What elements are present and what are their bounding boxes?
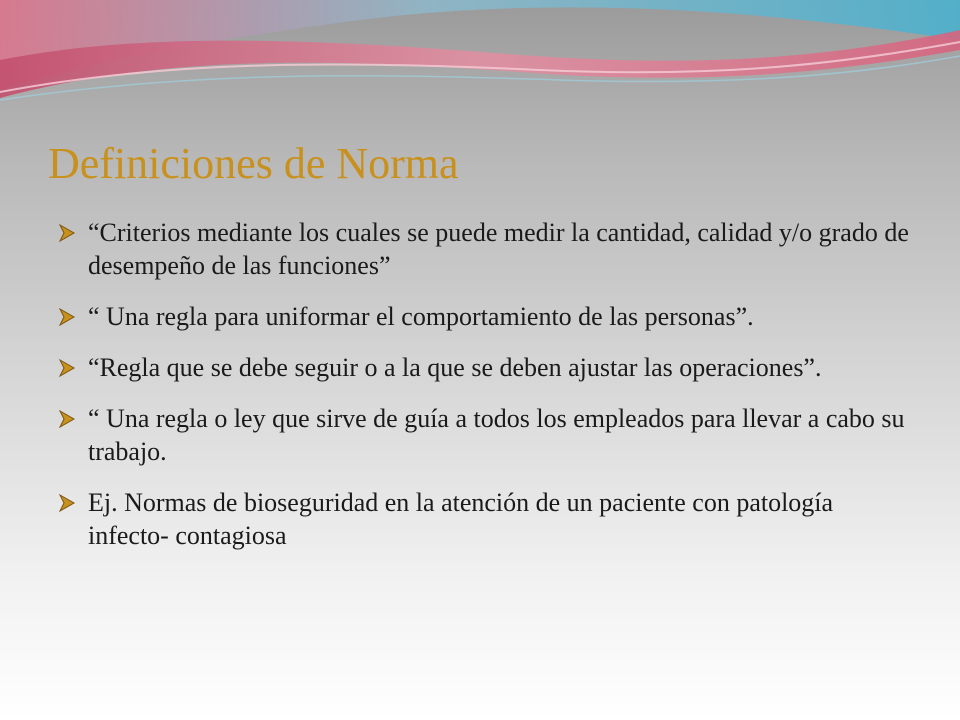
bullet-text: “ Una regla o ley que sirve de guía a todos los empleados para llevar a cabo su trabajo.	[88, 404, 905, 466]
bullet-text: “ Una regla para uniformar el comportamiento de las personas”.	[88, 302, 754, 331]
bullet-item	[58, 216, 918, 282]
arrowhead-bullet-icon	[58, 494, 76, 512]
bullet-text: “Regla que se debe seguir o a la que se deben ajustar las operaciones”.	[88, 353, 822, 382]
bullet-list	[58, 216, 918, 570]
arrowhead-bullet-icon	[58, 359, 76, 377]
bullet-text: Ej. Normas de bioseguridad en la atención de un paciente con patología infecto- contagiosa	[88, 488, 834, 550]
arrowhead-bullet-icon	[58, 224, 76, 242]
bullet-item	[58, 300, 918, 333]
bullet-item	[58, 402, 918, 468]
arrowhead-bullet-icon	[58, 410, 76, 428]
decorative-ribbon-header	[0, 0, 960, 120]
bullet-item	[58, 486, 918, 552]
bullet-text: “Criterios mediante los cuales se puede medir la cantidad, calidad y/o grado de desempeño de las funciones”	[88, 218, 909, 280]
arrowhead-bullet-icon	[58, 308, 76, 326]
bullet-item	[58, 351, 918, 384]
slide-title: Definiciones de Norma	[48, 139, 459, 188]
